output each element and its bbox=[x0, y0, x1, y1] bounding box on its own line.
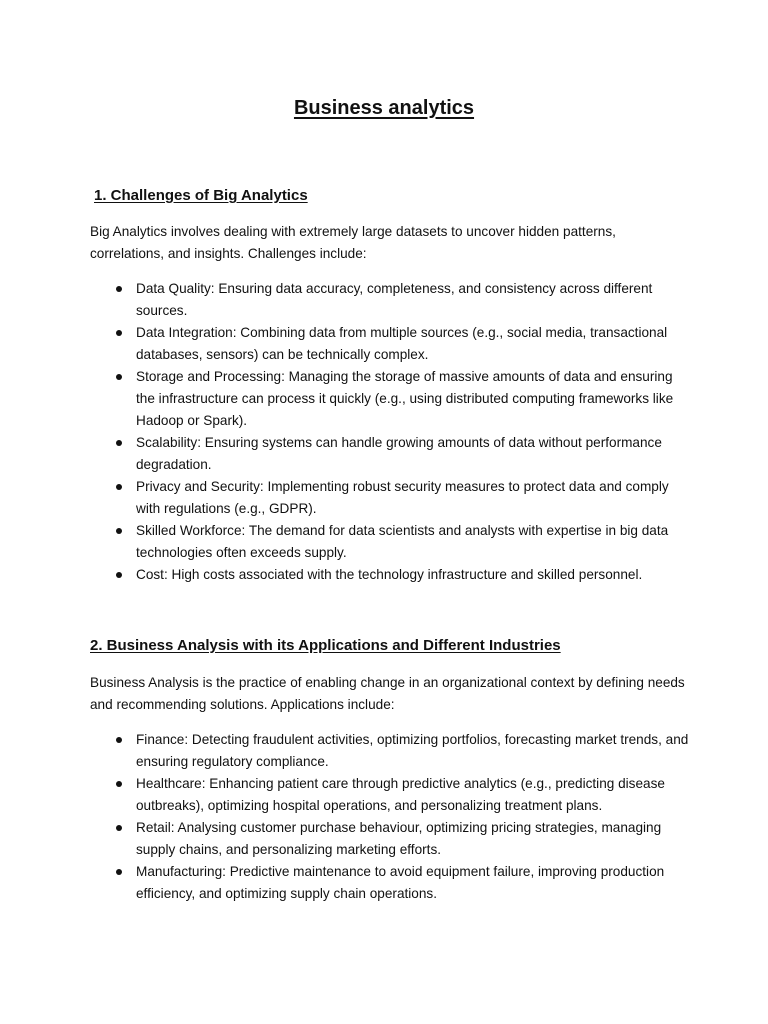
list-item-text: Storage and Processing: Managing the storage of massive amounts of data and ensuring the infrastructure can process it quickly (e.g., using distributed computing frameworks like Hadoop or Spark). bbox=[136, 369, 674, 428]
list-item-text: Data Integration: Combining data from multiple sources (e.g., social media, transactional databases, sensors) can be technically complex. bbox=[136, 325, 668, 362]
document-title: Business analytics bbox=[293, 97, 475, 119]
list-item-text: Finance: Detecting fraudulent activities, optimizing portfolios, forecasting market trends, and ensuring regulatory compliance. bbox=[136, 732, 689, 769]
list-item bbox=[90, 520, 690, 564]
list-item-text: Cost: High costs associated with the technology infrastructure and skilled personnel. bbox=[136, 567, 643, 582]
bullet-icon bbox=[116, 440, 122, 446]
bullet-list bbox=[90, 729, 690, 905]
bullet-icon bbox=[116, 528, 122, 534]
list-item bbox=[90, 861, 690, 905]
section-heading: 1. Challenges of Big Analytics bbox=[94, 187, 308, 204]
list-item bbox=[90, 817, 690, 861]
list-item-text: Healthcare: Enhancing patient care through predictive analytics (e.g., predicting disease outbreaks), optimizing hospital operations, and personalizing treatment plans. bbox=[136, 776, 665, 813]
list-item-text: Skilled Workforce: The demand for data scientists and analysts with expertise in big data technologies often exceeds supply. bbox=[136, 523, 669, 560]
bullet-icon bbox=[116, 781, 122, 787]
list-item bbox=[90, 564, 690, 586]
bullet-icon bbox=[116, 737, 122, 743]
list-item-text: Data Quality: Ensuring data accuracy, completeness, and consistency across different sources. bbox=[136, 281, 653, 318]
bullet-icon bbox=[116, 484, 122, 490]
bullet-icon bbox=[116, 330, 122, 336]
section-heading: 2. Business Analysis with its Applications and Different Industries bbox=[90, 637, 561, 654]
list-item-text: Scalability: Ensuring systems can handle growing amounts of data without performance degradation. bbox=[136, 435, 662, 472]
section-intro: Business Analysis is the practice of enabling change in an organizational context by defining needs and recommending solutions. Applications include: bbox=[90, 675, 685, 712]
list-item-text: Manufacturing: Predictive maintenance to avoid equipment failure, improving production efficiency, and optimizing supply chain operations. bbox=[136, 864, 665, 901]
bullet-icon bbox=[116, 825, 122, 831]
list-item bbox=[90, 476, 690, 520]
bullet-icon bbox=[116, 572, 122, 578]
list-item bbox=[90, 322, 690, 366]
bullet-list bbox=[90, 278, 690, 586]
bullet-icon bbox=[116, 286, 122, 292]
section-intro: Big Analytics involves dealing with extremely large datasets to uncover hidden patterns, correlations, and insights. Challenges include: bbox=[90, 224, 616, 261]
list-item-text: Retail: Analysing customer purchase behaviour, optimizing pricing strategies, managing supply chains, and personalizing marketing efforts. bbox=[136, 820, 662, 857]
list-item bbox=[90, 432, 690, 476]
bullet-icon bbox=[116, 869, 122, 875]
list-item-text: Privacy and Security: Implementing robust security measures to protect data and comply with regulations (e.g., GDPR). bbox=[136, 479, 669, 516]
list-item bbox=[90, 773, 690, 817]
list-item bbox=[90, 366, 690, 432]
list-item bbox=[90, 278, 690, 322]
list-item bbox=[90, 729, 690, 773]
bullet-icon bbox=[116, 374, 122, 380]
